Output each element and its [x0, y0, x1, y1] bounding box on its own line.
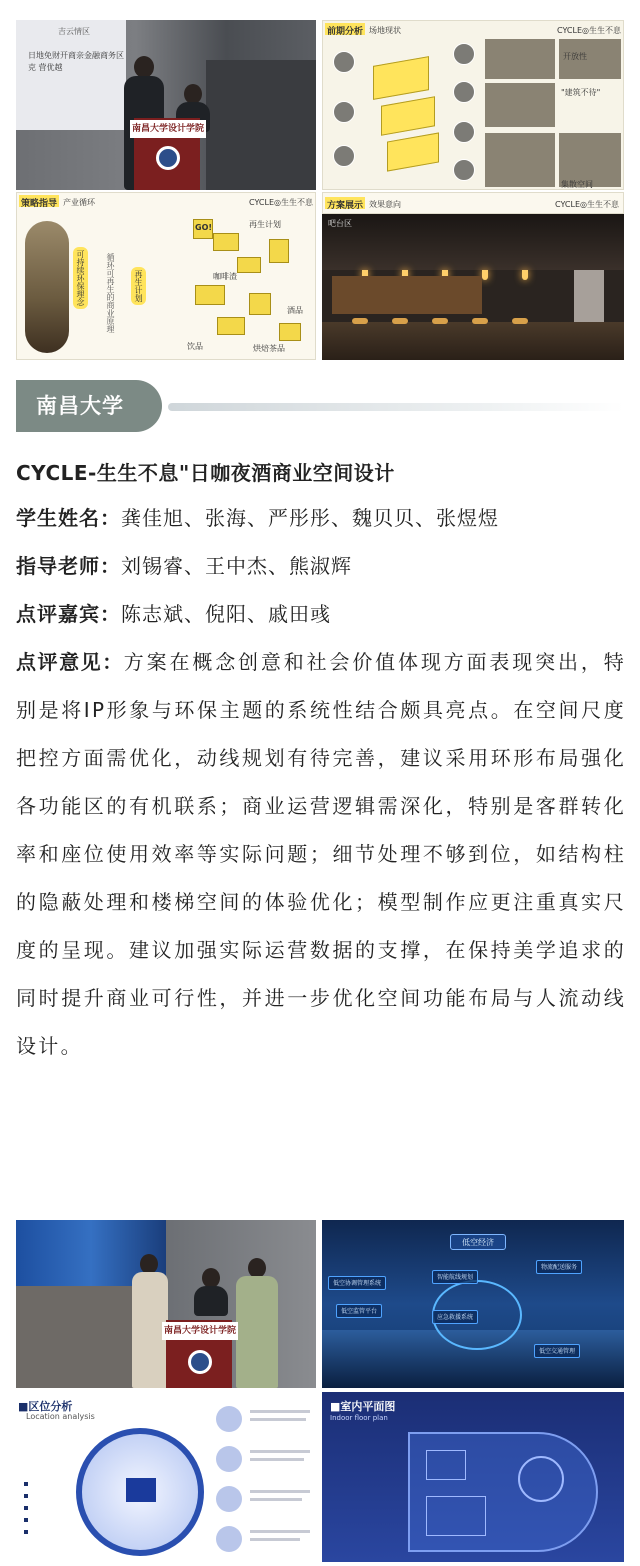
- project-title: CYCLE-生生不息"日咖夜酒商业空间设计: [16, 461, 395, 485]
- concept-label: 可持续环保理念: [73, 247, 88, 309]
- feature-chip: 物流配送服务: [536, 1260, 582, 1274]
- bar-panel-header: [322, 192, 624, 214]
- diagram-label: 饮品: [187, 342, 203, 351]
- iso-block: [249, 293, 271, 315]
- panel-header-sub: 效果意向: [369, 200, 401, 209]
- floor-plan-panel: [322, 1392, 624, 1562]
- iso-block: [195, 285, 225, 305]
- site-photo-thumb: [453, 43, 475, 65]
- description-line: [250, 1410, 310, 1413]
- diagram-label: 咖啡渣: [213, 272, 237, 281]
- legend-marker: [24, 1530, 28, 1534]
- room-outline: [426, 1496, 486, 1536]
- bar-area-tag: 吧台区: [328, 219, 352, 228]
- bar-shelf: [332, 276, 482, 314]
- iso-block: [269, 239, 289, 263]
- pendant-lamp: [522, 270, 528, 280]
- site-photo-thumb: [453, 159, 475, 181]
- room-outline: [426, 1450, 466, 1480]
- iso-block: [237, 257, 261, 273]
- presenter-2: [194, 1286, 228, 1316]
- students-label: 学生姓名：: [16, 506, 121, 530]
- panel-header: 前期分析: [327, 27, 364, 37]
- iso-block: [217, 317, 245, 335]
- site-photo-thumb: [333, 51, 355, 73]
- advisors-label: 指导老师：: [16, 554, 121, 578]
- university-name: 南昌大学: [36, 394, 124, 418]
- detail-circle: [216, 1446, 242, 1472]
- panel-header-sub: 产业循环: [63, 198, 95, 207]
- legend-marker: [24, 1506, 28, 1510]
- site-marker: [126, 1478, 156, 1502]
- students-line: [16, 494, 626, 542]
- presenter-head: [184, 84, 202, 104]
- review-label: 点评意见：: [16, 650, 124, 674]
- description-line: [250, 1538, 300, 1541]
- floor-plan-subtitle: Indoor floor plan: [330, 1414, 388, 1422]
- strategy-panel: [16, 192, 316, 360]
- iso-block: [279, 323, 301, 341]
- diagram-label: 再生计划: [249, 220, 281, 229]
- feature-chip: 低空协调管理系统: [328, 1276, 386, 1290]
- bar-ceiling: [322, 214, 624, 270]
- bar-stool: [392, 318, 408, 324]
- brand-text: CYCLE◎生生不息: [557, 26, 621, 35]
- pendant-lamp: [482, 270, 488, 280]
- review-paragraph: [16, 638, 626, 1070]
- floor-plan-title: ■室内平面图: [330, 1400, 396, 1413]
- presenter-head: [202, 1268, 220, 1288]
- note: 开放性: [563, 52, 587, 61]
- legend-marker: [24, 1494, 28, 1498]
- site-photo-thumb: [453, 81, 475, 103]
- presentation-photo-top: [16, 20, 316, 190]
- detail-circle: [216, 1406, 242, 1432]
- concept-text: 循环可再生的商业原理: [106, 253, 115, 333]
- guests-value: 陈志斌、倪阳、戚田彧: [121, 602, 331, 626]
- diagram-label: 酒品: [287, 306, 303, 315]
- bar-counter: [322, 322, 624, 360]
- building-level: [381, 96, 435, 136]
- presenter-3: [236, 1276, 278, 1388]
- students-value: 龚佳旭、张海、严彤彤、魏贝贝、张煜煜: [121, 506, 499, 530]
- screen-text: 日地免财开商亲金融商务区克 营优越: [28, 51, 124, 72]
- podium-sign: 南昌大学设计学院: [130, 120, 206, 138]
- description-line: [250, 1418, 306, 1421]
- brand-text: CYCLE◎生生不息: [555, 200, 619, 209]
- brand-text: CYCLE◎生生不息: [249, 198, 313, 207]
- legend-marker: [24, 1518, 28, 1522]
- description-line: [250, 1458, 304, 1461]
- detail-circle: [216, 1486, 242, 1512]
- presentation-photo-bottom: [16, 1220, 316, 1388]
- university-badge: [16, 380, 162, 432]
- presenter-head: [134, 56, 154, 78]
- feature-chip: 低空监管平台: [336, 1304, 382, 1318]
- advisors-line: [16, 542, 626, 590]
- bar-stool: [352, 318, 368, 324]
- projection-screen: [16, 20, 126, 130]
- bar-stool: [432, 318, 448, 324]
- bar-stool: [512, 318, 528, 324]
- project-info: [16, 452, 626, 1070]
- site-photo-thumb: [333, 101, 355, 123]
- note: 集散空间: [561, 180, 593, 189]
- section-divider: [168, 403, 624, 411]
- note: "建筑不待": [561, 88, 601, 97]
- site-photo-thumb: [333, 145, 355, 167]
- guests-label: 点评嘉宾：: [16, 602, 121, 626]
- guests-line: [16, 590, 626, 638]
- stage-background: [206, 60, 316, 190]
- bar-stool: [472, 318, 488, 324]
- panel-header: 方案展示: [327, 201, 364, 211]
- bar-render-panel: [322, 214, 624, 360]
- site-photo: [485, 83, 555, 127]
- podium-emblem: [188, 1350, 212, 1374]
- podium-sign: 南昌大学设计学院: [162, 1322, 238, 1340]
- presenter-head: [140, 1254, 158, 1274]
- low-altitude-economy-panel: [322, 1220, 624, 1388]
- podium-emblem: [156, 146, 180, 170]
- go-label: GO!: [195, 223, 213, 232]
- round-feature: [518, 1456, 564, 1502]
- pillar: [574, 270, 604, 330]
- survey-panel: [322, 20, 624, 190]
- iso-block: [213, 233, 239, 251]
- legend-marker: [24, 1482, 28, 1486]
- concept-label: 再生计划: [131, 267, 146, 305]
- site-photo-thumb: [453, 121, 475, 143]
- description-line: [250, 1490, 310, 1493]
- building-level: [373, 56, 429, 100]
- feature-chip: 低空交通管理: [534, 1344, 580, 1358]
- feature-chip: 智能航线规划: [432, 1270, 478, 1284]
- coffee-photo: [25, 221, 69, 353]
- description-line: [250, 1530, 310, 1533]
- location-title: ■区位分析: [18, 1400, 73, 1413]
- description-line: [250, 1450, 310, 1453]
- detail-circle: [216, 1526, 242, 1552]
- economy-title: 低空经济: [450, 1234, 506, 1250]
- panel-header-sub: 场地现状: [369, 26, 401, 35]
- diagram-label: 烘焙茶品: [253, 344, 285, 353]
- site-photo: [485, 133, 555, 187]
- building-level: [387, 132, 439, 171]
- advisors-value: 刘锡睿、王中杰、熊淑辉: [121, 554, 352, 578]
- review-text: 方案在概念创意和社会价值体现方面表现突出，特别是将IP形象与环保主题的系统性结合颇具亮点。在空间尺度把控方面需优化，动线规划有待完善，建议采用环形布局强化各功能区的有机联系；商业运营逻辑需深化，特别是客群转化率和座位使用效率等实际问题；细节处理不够到位，如结构柱的隐蔽处理和楼梯空间的体验优化；模型制作应更注重真实尺度的呈现。建议加强实际运营数据的支撑，在保持美学追求的同时提升商业可行性，并进一步优化空间功能布局与人流动线设计。: [16, 650, 627, 1058]
- description-line: [250, 1498, 302, 1501]
- location-subtitle: Location analysis: [26, 1412, 95, 1421]
- site-photo: [485, 39, 555, 79]
- presenter-head: [248, 1258, 266, 1278]
- feature-chip: 应急救援系统: [432, 1310, 478, 1324]
- panel-header: 策略指导: [21, 199, 58, 209]
- screen-logo-text: 吉云情区: [58, 27, 90, 36]
- location-analysis-panel: [16, 1392, 316, 1562]
